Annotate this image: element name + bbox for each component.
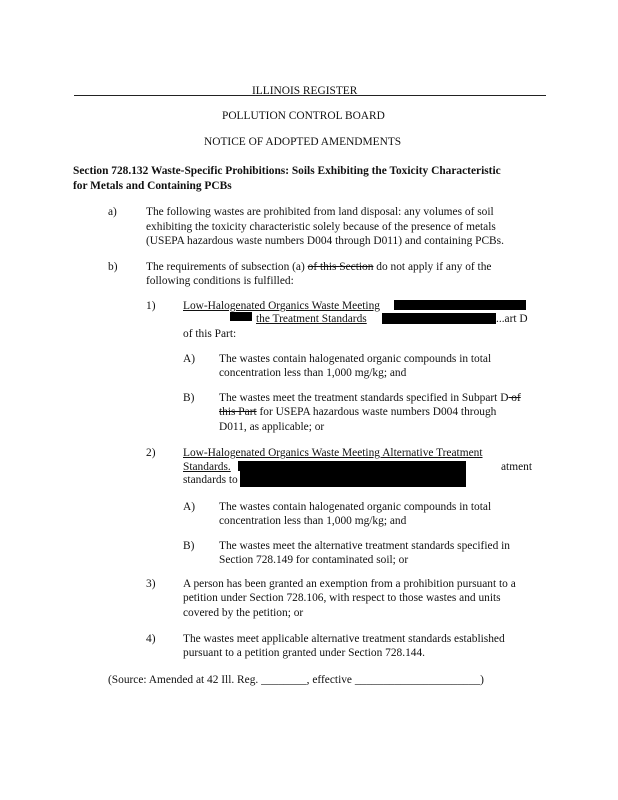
item4-line1: The wastes meet applicable alternative treatment standards established (183, 633, 505, 645)
item2-subA-line1: The wastes contain halogenated organic compounds in total (219, 501, 492, 513)
item2-subB-line1: The wastes meet the alternative treatment standards specified in (219, 540, 510, 552)
para-a-line2: exhibiting the toxicity characteristic solely because of the presence of metals (146, 221, 496, 233)
item2-label: 2) (146, 447, 156, 459)
item1-line3: of this Part: (183, 328, 237, 340)
item1-subA-line1: The wastes contain halogenated organic compounds in total (219, 353, 492, 365)
item1-subA-label: A) (183, 353, 196, 365)
notice-title: NOTICE OF ADOPTED AMENDMENTS (204, 136, 402, 148)
item1-line1: Low-Halogenated Organics Waste Meeting (183, 300, 380, 312)
redaction-block (230, 312, 252, 321)
item1-subB-line1-pre: The wastes meet the treatment standards specified in Subpart D (219, 392, 509, 404)
item3-label: 3) (146, 578, 156, 590)
source-note: (Source: Amended at 42 Ill. Reg. ________, effective ______________________) (108, 674, 484, 686)
redaction-block (394, 300, 526, 310)
item1-subB-line1 (219, 391, 521, 405)
para-b-line2: following conditions is fulfilled: (146, 275, 294, 287)
register-title: ILLINOIS REGISTER (252, 85, 358, 97)
item2-line2: Standards. (183, 461, 231, 473)
para-b-line1-post: do not apply if any of the (373, 261, 492, 273)
board-title: POLLUTION CONTROL BOARD (222, 110, 385, 122)
para-b-line1 (146, 260, 491, 274)
para-b-label: b) (108, 261, 118, 273)
item1-subB-line1-strike: of (508, 392, 521, 404)
para-a-label: a) (108, 206, 117, 218)
item2-line2-tail: atment (501, 461, 532, 473)
para-b-line1-strike: of this Section (307, 261, 374, 273)
item2-line3: standards to (183, 474, 238, 486)
item1-line2: the Treatment Standards (256, 313, 367, 325)
redaction-block (238, 461, 466, 471)
item2-line1: Low-Halogenated Organics Waste Meeting Alternative Treatment (183, 447, 483, 459)
item1-subB-line2-post: for USEPA hazardous waste numbers D004 through (256, 406, 497, 418)
redaction-block (382, 313, 496, 324)
item3-line1: A person has been granted an exemption from a prohibition pursuant to a (183, 578, 516, 590)
item1-subB-line2 (219, 405, 496, 419)
item1-label: 1) (146, 300, 156, 312)
item1-subB-line3: D011, as applicable; or (219, 421, 325, 433)
item1-subB-label: B) (183, 392, 195, 404)
para-b-line1-pre: The requirements of subsection (a) (146, 261, 308, 273)
item1-subB-line2-strike: this Part (219, 406, 257, 418)
item2-subA-line2: concentration less than 1,000 mg/kg; and (219, 515, 407, 527)
section-heading-line1: Section 728.132 Waste-Specific Prohibitions: Soils Exhibiting the Toxicity Characteristic (73, 165, 501, 177)
item1-subA-line2: concentration less than 1,000 mg/kg; and (219, 367, 407, 379)
item4-line2: pursuant to a petition granted under Section 728.144. (183, 647, 426, 659)
redaction-block (240, 471, 466, 487)
item4-label: 4) (146, 633, 156, 645)
item2-subB-label: B) (183, 540, 195, 552)
item3-line3: covered by the petition; or (183, 607, 304, 619)
section-heading-line2: for Metals and Containing PCBs (73, 180, 232, 192)
item1-line1-tail: ...art D (496, 313, 528, 325)
para-a-line3: (USEPA hazardous waste numbers D004 through D011) and containing PCBs. (146, 235, 504, 247)
para-a-line1: The following wastes are prohibited from land disposal: any volumes of soil (146, 206, 494, 218)
item3-line2: petition under Section 728.106, with respect to those wastes and units (183, 592, 501, 604)
item2-subB-line2: Section 728.149 for contaminated soil; or (219, 554, 409, 566)
item2-subA-label: A) (183, 501, 196, 513)
